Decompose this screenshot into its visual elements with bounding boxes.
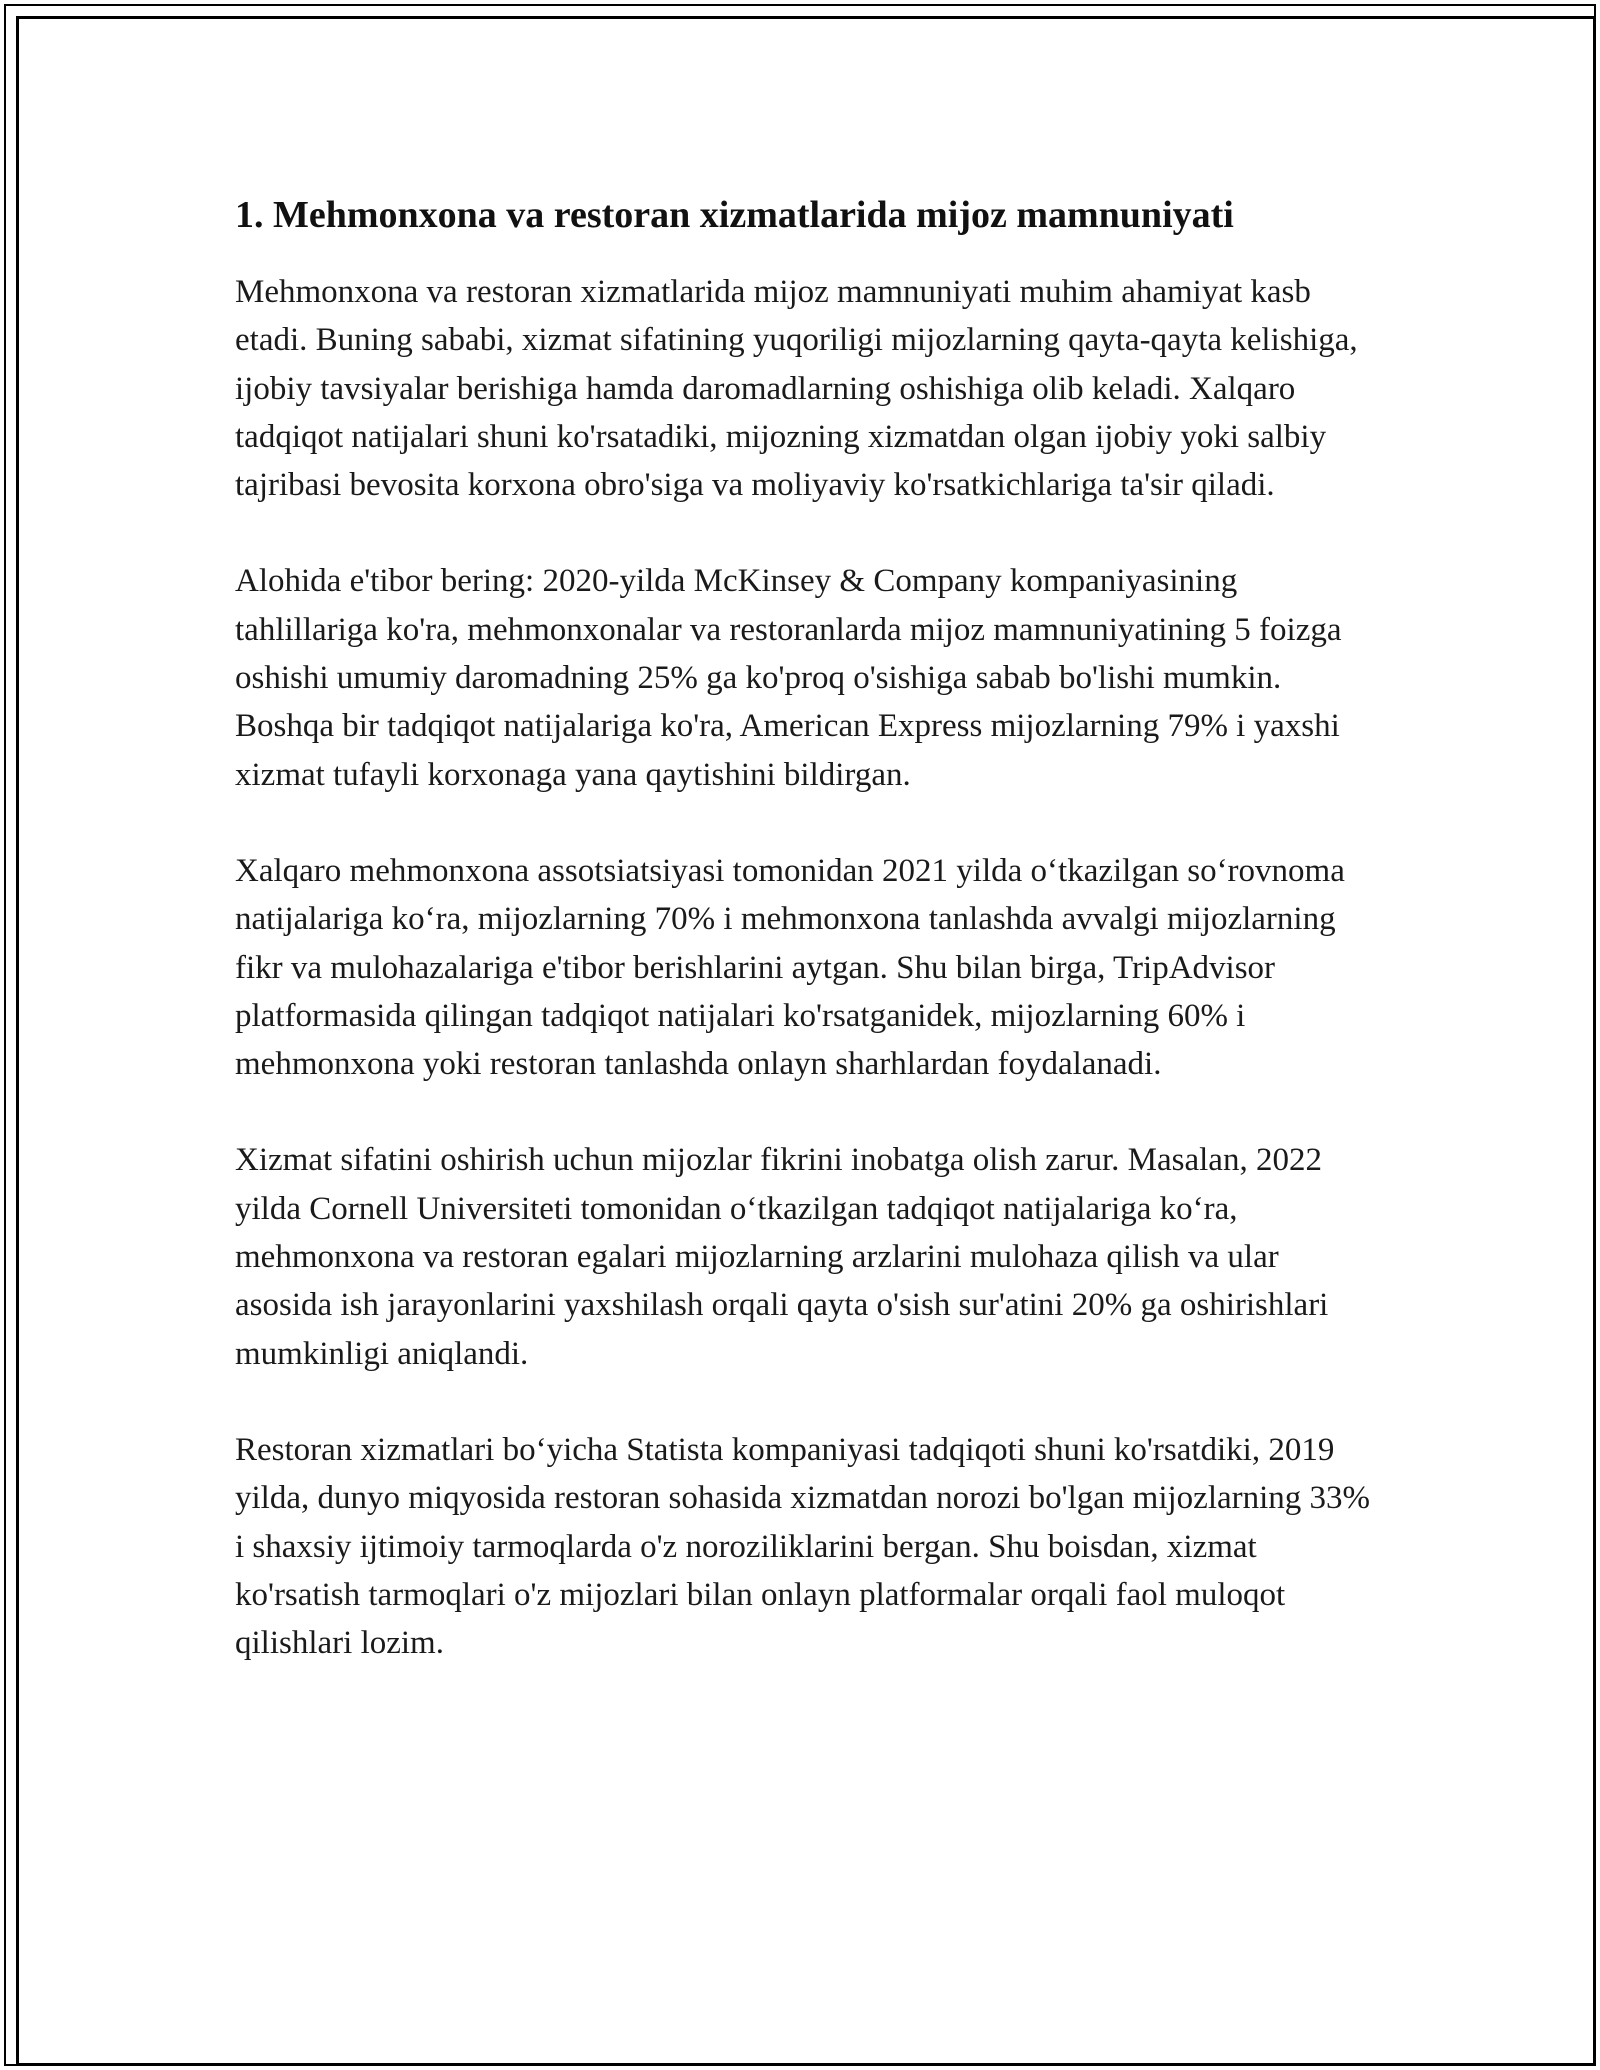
paragraph-statista-study: Restoran xizmatlari bo‘yicha Statista kompaniyasi tadqiqoti shuni ko'rsatdiki, 2019 yilda, dunyo miqyosida restoran sohasida xizmatdan norozi bo'lgan mijozlarning 33% i shaxsiy ijtimoiy tarmoqlarda o'z noroziliklarini bergan. Shu boisdan, xizmat ko'rsatish tarmoqlari o'z mijozlari bilan onlayn platformalar orqali faol muloqot qilishlari lozim. bbox=[235, 1431, 1371, 1662]
paragraph-cornell-study: Xizmat sifatini oshirish uchun mijozlar fikrini inobatga olish zarur. Masalan, 2022 yilda Cornell Universiteti tomonidan o‘tkazilgan tadqiqot natijalariga ko‘ra, mehmonxona va restoran egalari mijozlarning arzlarini mulohaza qilish va ular asosida ish jarayonlarini yaxshilash orqali qayta o'sish sur'atini 20% ga oshirishlari mumkinligi aniqlandi. bbox=[235, 1142, 1329, 1372]
section-heading: 1. Mehmonxona va restoran xizmatlarida mijoz mamnuniyati bbox=[235, 194, 1234, 236]
paragraph-hotel-association-survey: Xalqaro mehmonxona assotsiatsiyasi tomonidan 2021 yilda o‘tkazilgan so‘rovnoma natijalariga ko‘ra, mijozlarning 70% i mehmonxona tanlashda avvalgi mijozlarning fikr va mulohazalariga e'tibor berishlarini aytgan. Shu bilan birga, TripAdvisor platformasida qilingan tadqiqot natijalari ko'rsatganidek, mijozlarning 60% i mehmonxona yoki restoran tanlashda onlayn sharhlardan foydalanadi. bbox=[235, 852, 1345, 1083]
document-body bbox=[235, 182, 1375, 1715]
paragraph-mckinsey-study: Alohida e'tibor bering: 2020-yilda McKinsey & Company kompaniyasining tahlillariga ko'ra, mehmonxonalar va restoranlarda mijoz mamnuniyatining 5 foizga oshishi umumiy daromadning 25% ga ko'proq o'sishiga sabab bo'lishi mumkin. Boshqa bir tadqiqot natijalariga ko'ra, American Express mijozlarning 79% i yaxshi xizmat tufayli korxonaga yana qaytishini bildirgan. bbox=[235, 563, 1342, 793]
paragraph-customer-satisfaction-intro: Mehmonxona va restoran xizmatlarida mijoz mamnuniyati muhim ahamiyat kasb etadi. Buning sababi, xizmat sifatining yuqoriligi mijozlarning qayta-qayta kelishiga, ijobiy tavsiyalar berishiga hamda daromadlarning oshishiga olib keladi. Xalqaro tadqiqot natijalari shuni ko'rsatadiki, mijozning xizmatdan olgan ijobiy yoki salbiy tajribasi bevosita korxona obro'siga va moliyaviy ko'rsatkichlariga ta'sir qiladi. bbox=[235, 274, 1358, 504]
